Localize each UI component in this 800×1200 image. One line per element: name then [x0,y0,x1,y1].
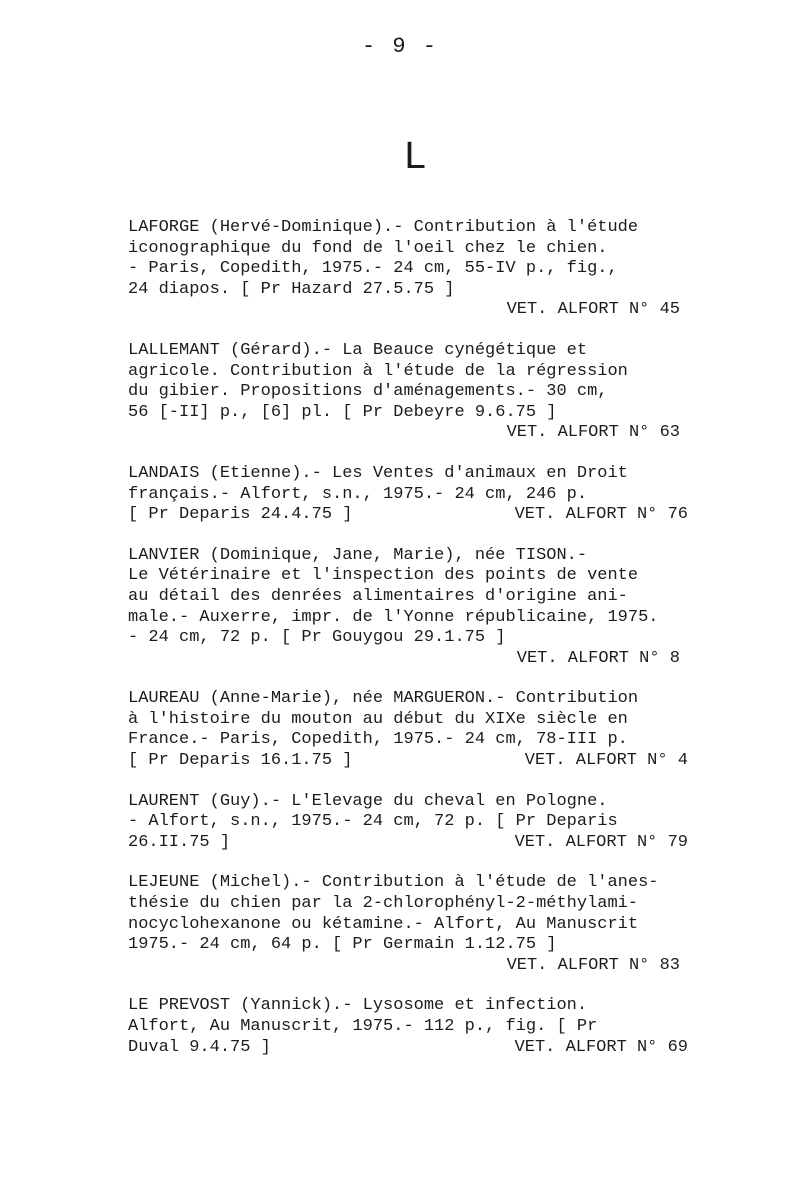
entry-text: France.- Paris, Copedith, 1975.- 24 cm, 78-III p. [128,730,628,750]
entry-line [128,259,688,280]
entry-line [128,362,688,383]
call-number: VET. ALFORT N° 4 [524,751,688,771]
entry-text: iconographique du fond de l'oeil chez le chien. [128,238,608,258]
entry-text: 26.II.75 ] [128,832,231,852]
entry-line [128,546,688,567]
bibliography-entry [128,546,688,670]
entry-line [128,710,688,731]
call-number: VET. ALFORT N° 83 [506,955,680,975]
entry-line [128,1017,688,1038]
entry-line [128,403,688,424]
bibliography-entry [128,341,688,444]
entry-line [128,751,688,772]
entry-text: 56 [-II] p., [6] pl. [ Pr Debeyre 9.6.75 ] [128,402,557,422]
entry-text: agricole. Contribution à l'étude de la régression [128,361,628,381]
entry-text: du gibier. Propositions d'aménagements.- 30 cm, [128,382,608,402]
entry-text: Le Vétérinaire et l'inspection des points de vente [128,566,639,586]
entry-line [128,587,688,608]
entry-text: Duval 9.4.75 ] [128,1037,271,1057]
call-number: VET. ALFORT N° 63 [506,423,680,443]
entry-line [128,833,688,854]
bibliography-entry [128,464,688,526]
entry-text: Alfort, Au Manuscrit, 1975.- 112 p., fig. [ Pr [128,1017,598,1036]
page-number: - 9 - [361,34,438,59]
section-letter: L [402,136,427,181]
entry-text: 1975.- 24 cm, 64 p. [ Pr Germain 1.12.75 ] [128,935,557,955]
entry-text: [ Pr Deparis 16.1.75 ] [128,751,353,771]
bibliography-list [128,218,688,1078]
entry-line [128,608,688,629]
entry-text: 24 diapos. [ Pr Hazard 27.5.75 ] [128,279,455,299]
entry-text: [ Pr Deparis 24.4.75 ] [128,505,353,525]
entry-line [128,464,688,485]
entry-line [128,792,688,813]
entry-text: nocyclohexanone ou kétamine.- Alfort, Au Manuscrit [128,914,639,934]
entry-line [128,812,688,833]
call-number: VET. ALFORT N° 45 [506,300,680,320]
entry-line [128,628,688,649]
entry-line [128,873,688,894]
entry-text: male.- Auxerre, impr. de l'Yonne républicaine, 1975. [128,607,659,627]
entry-line [128,689,688,710]
entry-text: français.- Alfort, s.n., 1975.- 24 cm, 246 p. [128,484,588,504]
entry-text: LANDAIS (Etienne).- Les Ventes d'animaux en Droit [128,463,628,483]
entry-text: LAURENT (Guy).- L'Elevage du cheval en Pologne. [128,791,608,811]
entry-line [128,382,688,403]
entry-text: - Paris, Copedith, 1975.- 24 cm, 55-IV p., fig., [128,259,618,279]
entry-line [128,915,688,936]
bibliography-entry [128,873,688,976]
entry-line [128,505,688,526]
entry-text: - Alfort, s.n., 1975.- 24 cm, 72 p. [ Pr Deparis [128,812,618,832]
entry-line [128,218,688,239]
entry-text: LANVIER (Dominique, Jane, Marie), née TISON.- [128,545,588,565]
call-number: VET. ALFORT N° 79 [514,832,688,852]
entry-text: - 24 cm, 72 p. [ Pr Gouygou 29.1.75 ] [128,628,506,648]
entry-line [128,280,688,301]
entry-text: LE PREVOST (Yannick).- Lysosome et infection. [128,996,588,1016]
entry-line [128,1038,688,1059]
call-number: VET. ALFORT N° 8 [516,648,680,668]
entry-line [128,566,688,587]
entry-text: LAUREAU (Anne-Marie), née MARGUERON.- Contribution [128,689,639,709]
entry-text: LALLEMANT (Gérard).- La Beauce cynégétique et [128,340,588,360]
entry-text: à l'histoire du mouton au début du XIXe siècle en [128,709,628,729]
entry-text: LEJEUNE (Michel).- Contribution à l'étude de l'anes- [128,873,659,893]
call-number: VET. ALFORT N° 69 [514,1037,688,1057]
call-number: VET. ALFORT N° 76 [514,505,688,525]
bibliography-entry [128,996,688,1058]
entry-text: thésie du chien par la 2-chlorophényl-2-méthylami- [128,894,639,914]
entry-line [128,894,688,915]
bibliography-entry [128,689,688,771]
bibliography-entry [128,792,688,854]
entry-line [128,730,688,751]
entry-line [128,485,688,506]
entry-line [128,239,688,260]
entry-line [128,996,688,1017]
entry-text: LAFORGE (Hervé-Dominique).- Contribution à l'étude [128,218,639,237]
bibliography-entry [128,218,688,321]
entry-line [128,341,688,362]
entry-line [128,935,688,956]
entry-text: au détail des denrées alimentaires d'origine ani- [128,586,628,606]
